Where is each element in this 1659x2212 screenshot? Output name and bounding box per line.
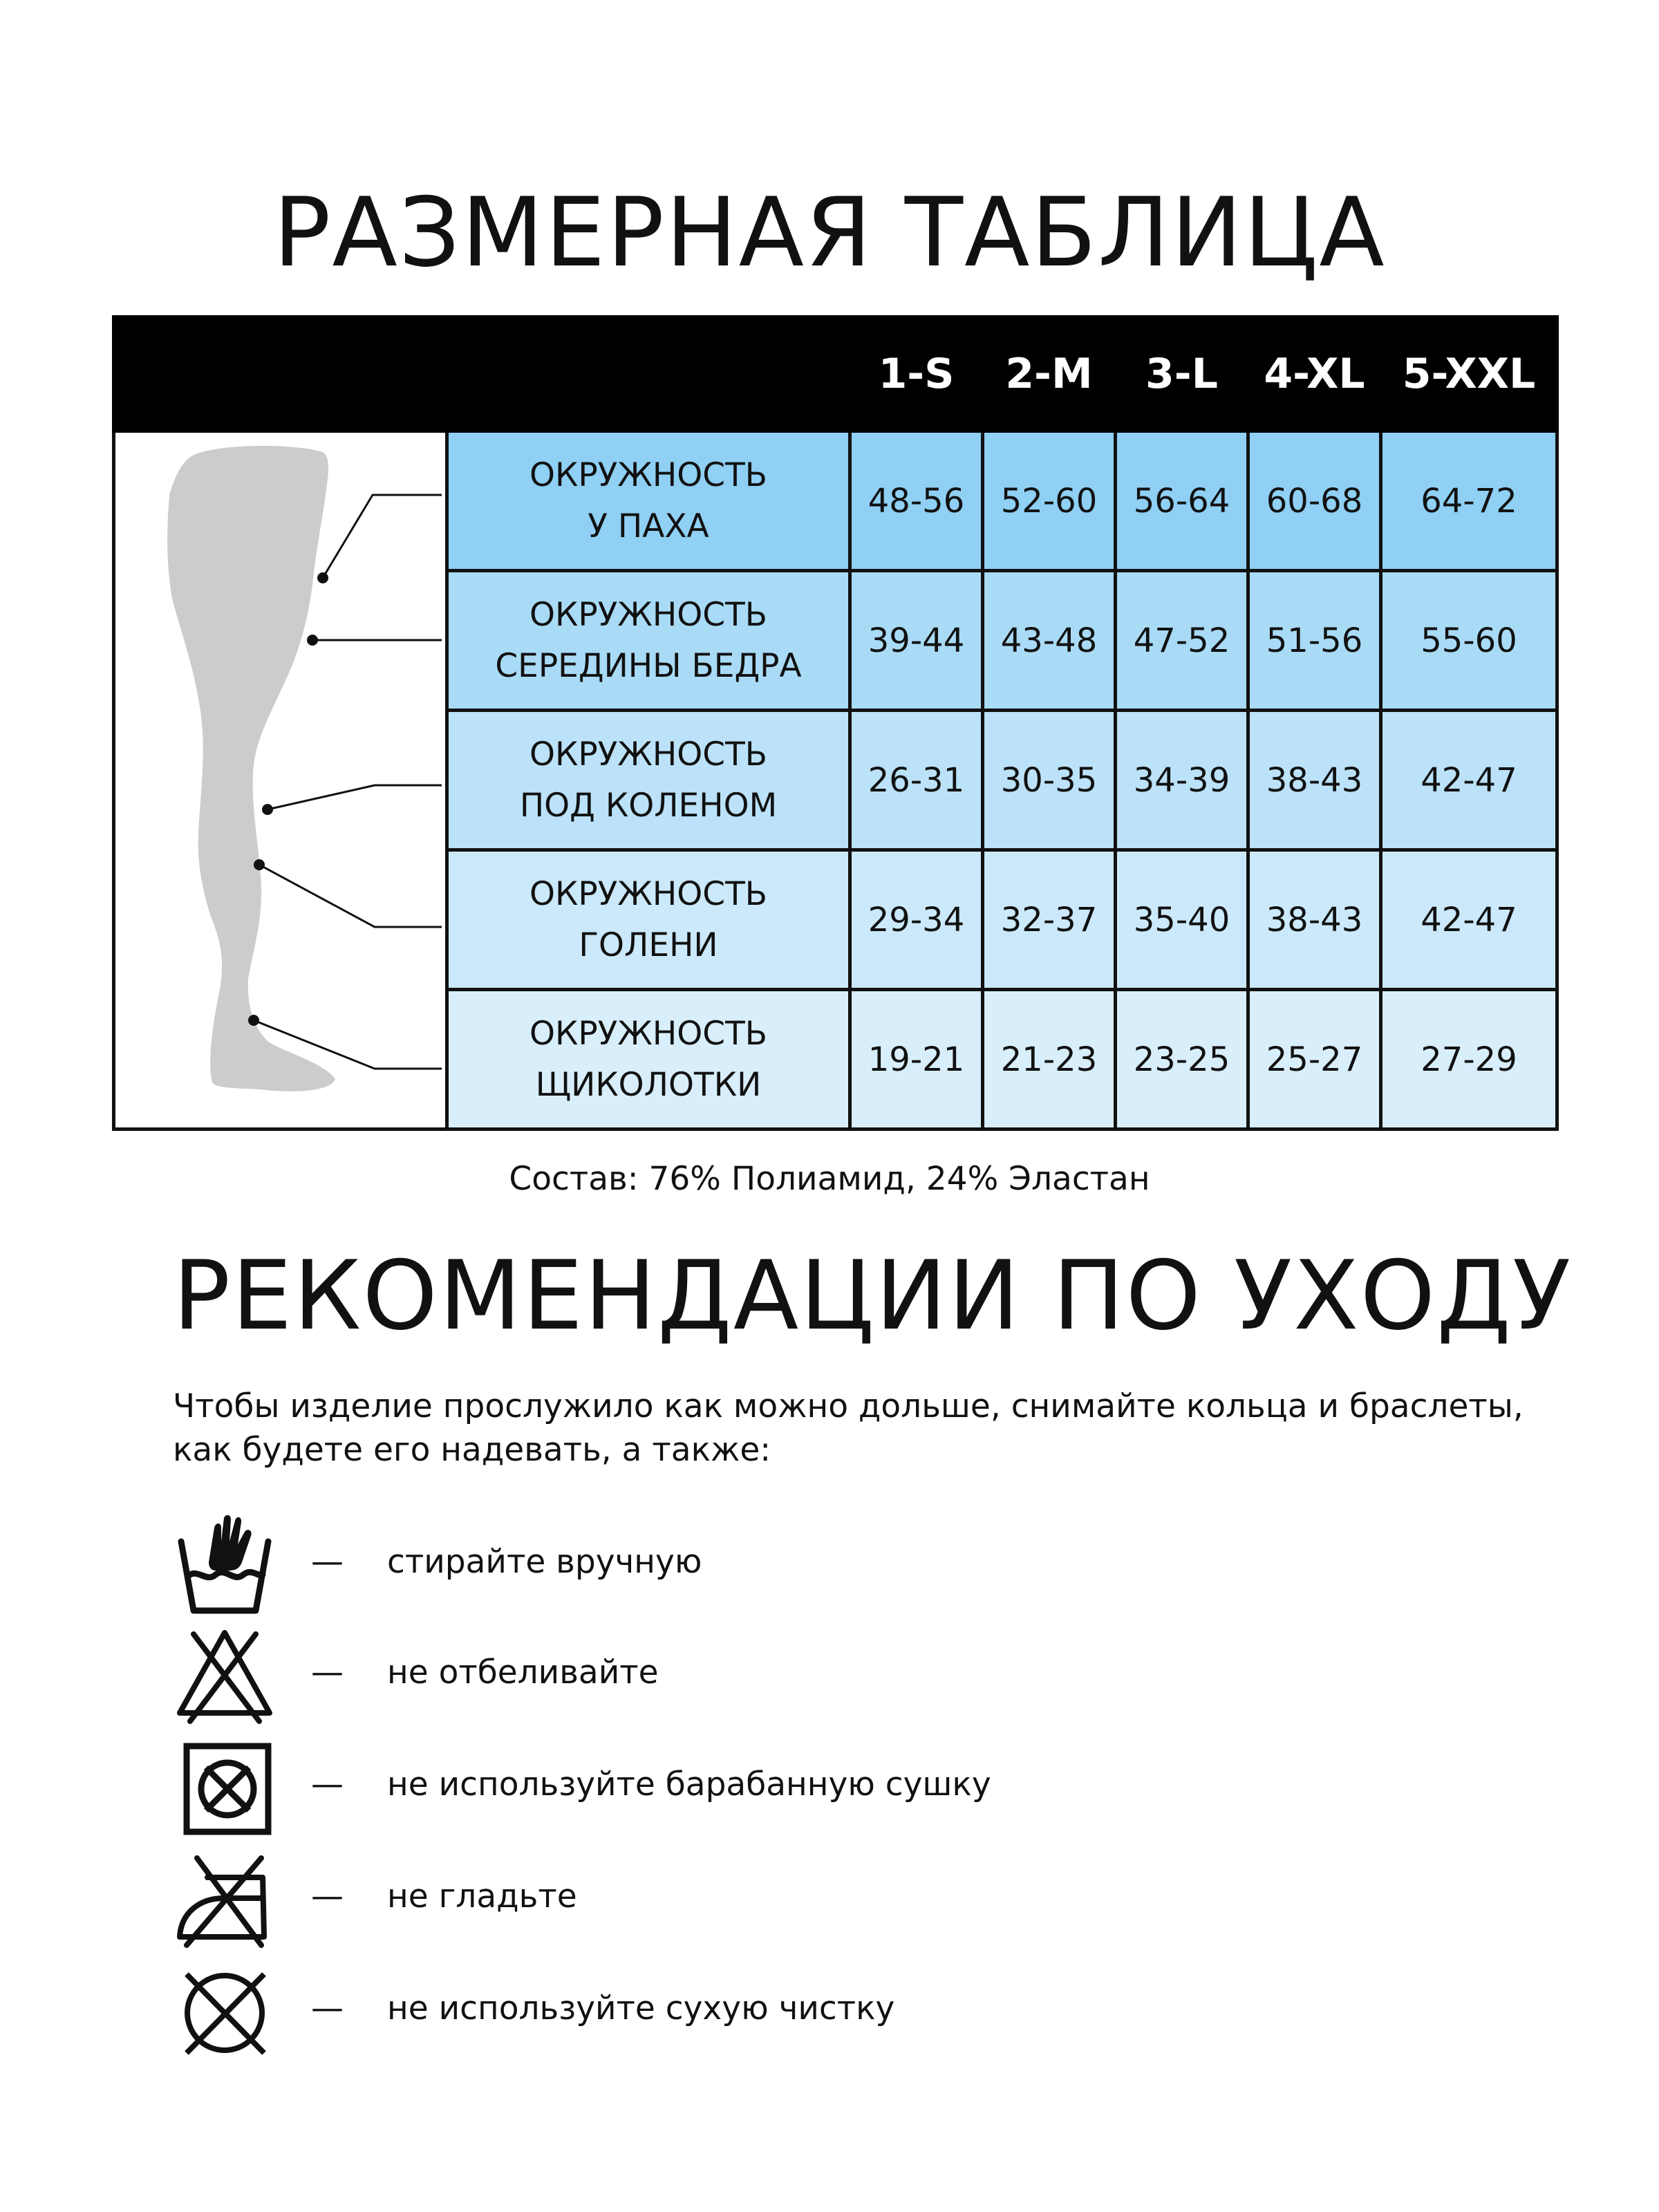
table-cell: 26-31 <box>850 711 983 850</box>
care-title: РЕКОМЕНДАЦИИ ПО УХОДУ <box>173 1240 1573 1351</box>
table-cell: 60-68 <box>1248 431 1381 571</box>
size-header: 3-L <box>1116 317 1248 431</box>
care-item <box>173 1848 1417 1952</box>
leg-silhouette <box>167 446 335 1091</box>
size-header: 4-XL <box>1248 317 1381 431</box>
measure-label: ОКРУЖНОСТЬ ГОЛЕНИ <box>447 850 850 990</box>
no-iron-icon <box>173 1848 276 1952</box>
care-item <box>173 1514 1417 1618</box>
table-cell: 30-35 <box>983 711 1116 850</box>
table-cell: 25-27 <box>1248 990 1381 1130</box>
table-cell: 29-34 <box>850 850 983 990</box>
header-blank <box>114 317 850 431</box>
care-dash: — <box>311 1989 344 2027</box>
table-cell: 64-72 <box>1381 431 1557 571</box>
table-cell: 19-21 <box>850 990 983 1130</box>
size-table <box>112 315 1559 1131</box>
size-header: 2-M <box>983 317 1116 431</box>
care-text: не отбеливайте <box>387 1653 659 1691</box>
no-dry-clean-icon <box>173 1960 276 2064</box>
table-cell: 38-43 <box>1248 711 1381 850</box>
table-cell: 23-25 <box>1116 990 1248 1130</box>
table-cell: 48-56 <box>850 431 983 571</box>
care-intro-line: как будете его надевать, а также: <box>173 1431 771 1469</box>
measure-label: ОКРУЖНОСТЬ ПОД КОЛЕНОМ <box>447 711 850 850</box>
table-cell: 47-52 <box>1116 571 1248 711</box>
care-text: не используйте барабанную сушку <box>387 1765 991 1803</box>
measure-label: ОКРУЖНОСТЬ СЕРЕДИНЫ БЕДРА <box>447 571 850 711</box>
measure-label: ОКРУЖНОСТЬ У ПАХА <box>447 431 850 571</box>
care-dash: — <box>311 1765 344 1803</box>
composition-text: Состав: 76% Полиамид, 24% Эластан <box>509 1160 1150 1198</box>
table-cell: 56-64 <box>1116 431 1248 571</box>
care-item <box>173 1736 1417 1840</box>
table-cell: 51-56 <box>1248 571 1381 711</box>
size-header: 5-XXL <box>1381 317 1557 431</box>
table-cell: 43-48 <box>983 571 1116 711</box>
leg-figure-cell <box>114 431 447 1130</box>
table-cell: 35-40 <box>1116 850 1248 990</box>
table-cell: 42-47 <box>1381 850 1557 990</box>
no-bleach-icon <box>173 1624 276 1728</box>
table-cell: 52-60 <box>983 431 1116 571</box>
hand-wash-icon <box>173 1514 276 1618</box>
care-dash: — <box>311 1543 344 1581</box>
table-cell: 27-29 <box>1381 990 1557 1130</box>
no-tumble-dry-icon <box>173 1736 276 1840</box>
size-header-row <box>114 317 1557 431</box>
care-text: не используйте сухую чистку <box>387 1989 895 2027</box>
table-cell: 39-44 <box>850 571 983 711</box>
size-chart-title: РАЗМЕРНАЯ ТАБЛИЦА <box>273 177 1386 288</box>
table-cell: 34-39 <box>1116 711 1248 850</box>
care-dash: — <box>311 1653 344 1691</box>
care-dash: — <box>311 1877 344 1915</box>
table-cell: 42-47 <box>1381 711 1557 850</box>
table-cell: 21-23 <box>983 990 1116 1130</box>
care-text: стирайте вручную <box>387 1543 702 1581</box>
size-header: 1-S <box>850 317 983 431</box>
table-row <box>114 431 1557 571</box>
table-cell: 38-43 <box>1248 850 1381 990</box>
care-item <box>173 1960 1417 2064</box>
care-item <box>173 1624 1417 1728</box>
leg-figure <box>115 433 442 1129</box>
care-intro-line: Чтобы изделие прослужило как можно дольше, снимайте кольца и браслеты, <box>173 1387 1524 1425</box>
table-cell: 55-60 <box>1381 571 1557 711</box>
care-intro <box>173 1385 1555 1472</box>
measure-label: ОКРУЖНОСТЬ ЩИКОЛОТКИ <box>447 990 850 1130</box>
care-text: не гладьте <box>387 1877 577 1915</box>
table-cell: 32-37 <box>983 850 1116 990</box>
